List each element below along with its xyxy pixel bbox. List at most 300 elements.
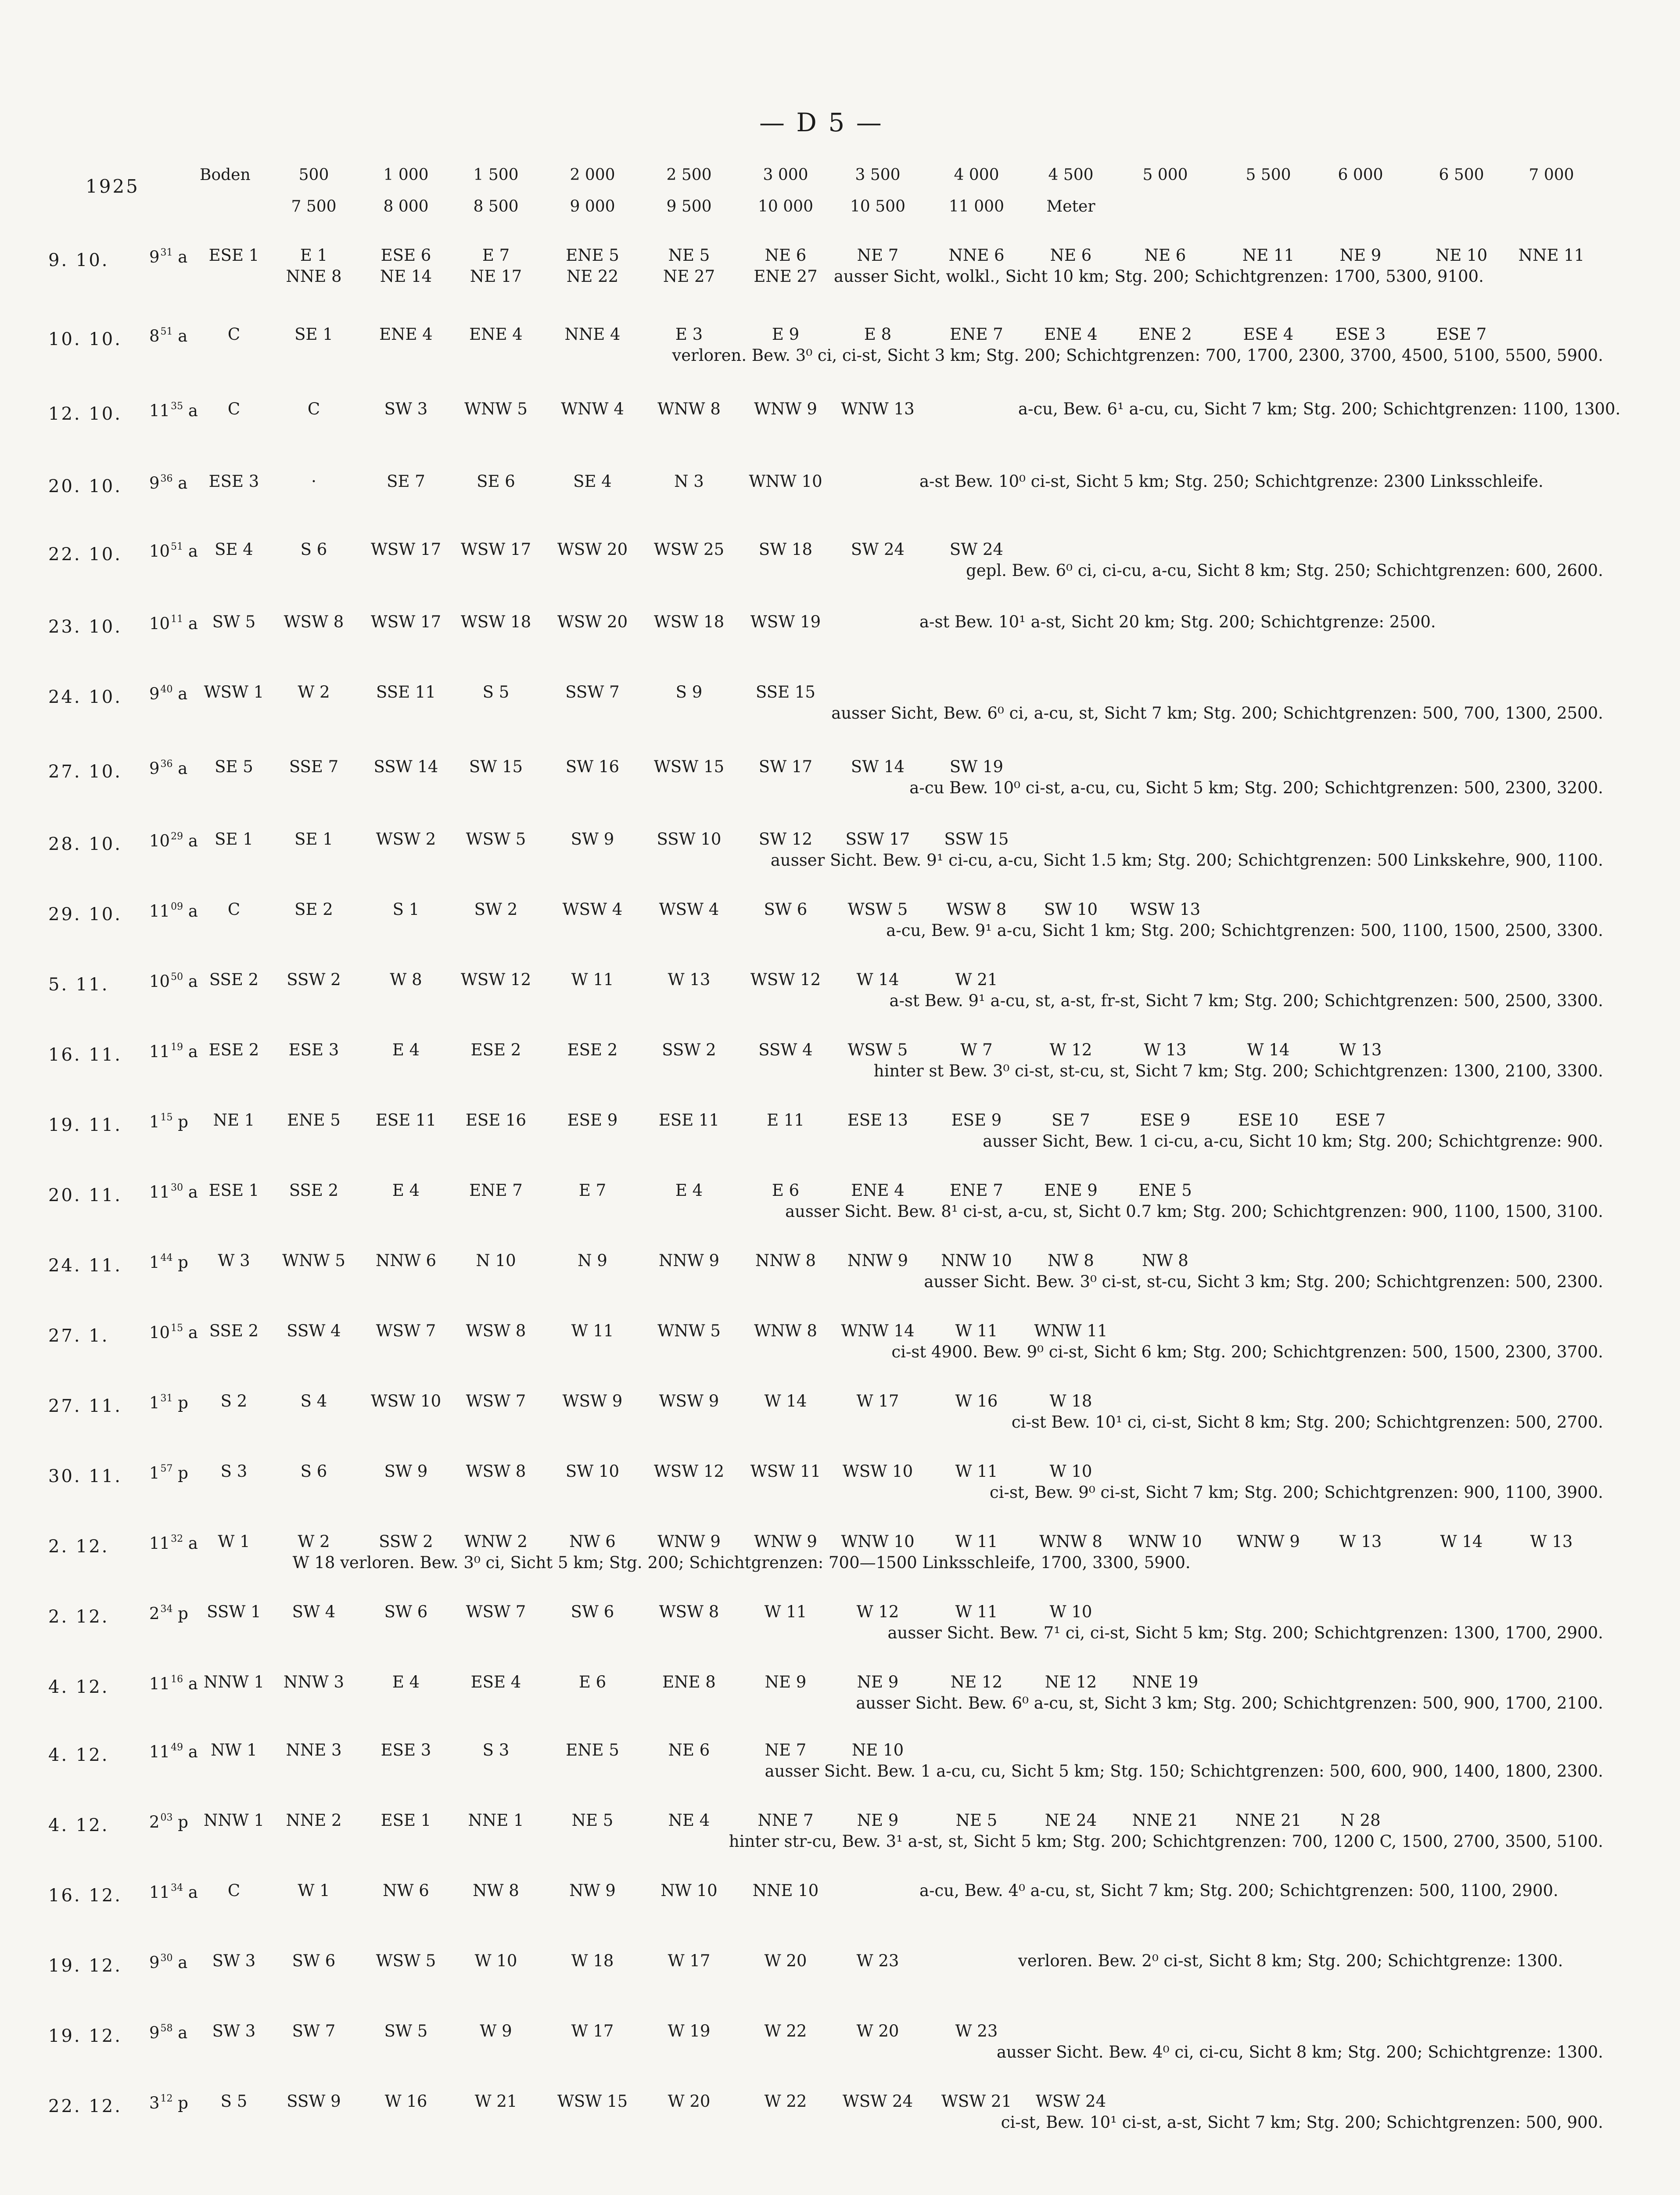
time-ampm: a: [172, 474, 188, 493]
wind-cell: SE 1: [294, 325, 333, 344]
row-time: [149, 1534, 198, 1553]
wind-cell: SW 7: [292, 2022, 336, 2040]
row-date: 27. 1.: [48, 1326, 109, 1346]
wind-cell: WSW 4: [659, 900, 719, 919]
wind-cell: NE 6: [1050, 246, 1092, 265]
row-note: ci-st 4900. Bew. 9⁰ ci-st, Sicht 6 km; Stg. 200; Schichtgrenzen: 500, 1500, 2300, 3700.: [891, 1342, 1603, 1361]
header-year: 1925: [86, 176, 140, 197]
wind-cell: NE 4: [668, 1811, 710, 1830]
wind-cell: ENE 5: [566, 246, 619, 265]
time-hour: 9: [149, 759, 160, 778]
wind-cell: WNW 5: [282, 1251, 345, 1270]
wind-boden: SW 5: [212, 612, 256, 631]
wind-cell: W 13: [668, 970, 711, 989]
time-hour: 11: [149, 1883, 170, 1902]
wind-cell: SW 12: [758, 830, 813, 849]
wind-cell: NE 6: [765, 246, 807, 265]
wind-cell: WNW 5: [657, 1321, 721, 1340]
wind-cell: ENE 2: [1138, 325, 1192, 344]
wind-cell: E 9: [772, 325, 800, 344]
wind-cell: SW 4: [292, 1602, 336, 1621]
wind-boden: SSE 2: [209, 1321, 259, 1340]
wind-cell: WSW 12: [460, 970, 531, 989]
wind-boden: S 3: [220, 1462, 248, 1481]
time-hour: 9: [149, 2023, 160, 2042]
time-hour: 9: [149, 248, 160, 266]
wind-cell: WSW 17: [460, 540, 531, 559]
wind-cell: W 2: [298, 1532, 330, 1551]
wind-cell: W 22: [764, 2022, 807, 2040]
wind-cell: WSW 8: [946, 900, 1007, 919]
wind-cell: WSW 8: [659, 1602, 719, 1621]
wind-cell: SSE 15: [756, 683, 815, 702]
wind-cell: ESE 6: [381, 246, 431, 265]
wind-cell: WNW 9: [754, 399, 817, 418]
wind-cell: SW 5: [384, 2022, 428, 2040]
row-note: ausser Sicht, wolkl., Sicht 10 km; Stg. 200; Schichtgrenzen: 1700, 5300, 9100.: [834, 267, 1484, 286]
wind-boden: S 2: [220, 1392, 248, 1411]
time-hour: 11: [149, 1183, 170, 1202]
wind-cell: S 1: [392, 900, 420, 919]
wind-cell: SSW 15: [944, 830, 1009, 849]
wind-cell: S 4: [300, 1392, 327, 1411]
wind-cell: W 18: [1049, 1392, 1092, 1411]
wind-cell: ·: [311, 472, 316, 491]
wind-cell: E 7: [482, 246, 510, 265]
wind-cell: NNE 11: [1518, 246, 1585, 265]
wind-cell: WSW 15: [653, 757, 725, 776]
row-note: ausser Sicht. Bew. 1 a-cu, cu, Sicht 5 km; Stg. 150; Schichtgrenzen: 500, 600, 900, 1400, 1800, 2300.: [765, 1762, 1603, 1781]
wind-cell: W 10: [474, 1951, 517, 1970]
wind-cell: ENE 5: [566, 1741, 619, 1760]
wind-boden: SW 3: [212, 2022, 256, 2040]
wind-cell: WSW 8: [284, 612, 344, 631]
header-height-label: 4 000: [954, 166, 999, 184]
row-time: [149, 831, 198, 850]
wind-cell: WSW 8: [466, 1321, 526, 1340]
wind-cell: NW 8: [1142, 1251, 1188, 1270]
time-minutes: 51: [160, 326, 173, 337]
row-date: 19. 12.: [48, 1956, 122, 1976]
wind-boden: SE 4: [215, 540, 253, 559]
wind-cell: WNW 2: [464, 1532, 528, 1551]
time-hour: 11: [149, 1674, 170, 1693]
wind-cell: SSE 2: [289, 1181, 339, 1200]
row-note: ausser Sicht, Bew. 1 ci-cu, a-cu, Sicht 10 km; Stg. 200; Schichtgrenze: 900.: [983, 1132, 1603, 1151]
wind-cell: W 11: [955, 1532, 998, 1551]
header-height-label: 3 000: [763, 166, 808, 184]
wind-cell: E 4: [675, 1181, 703, 1200]
row-date: 4. 12.: [48, 1677, 109, 1697]
time-hour: 9: [149, 474, 160, 493]
row-time: [149, 1464, 188, 1483]
wind-boden: C: [227, 1881, 241, 1900]
wind-cell: NE 9: [765, 1673, 807, 1691]
wind-cell: WNW 10: [1128, 1532, 1202, 1551]
wind-cell: W 12: [1049, 1040, 1092, 1059]
header-height-label: 11 000: [949, 198, 1004, 216]
row-time: [149, 1953, 187, 1972]
time-ampm: p: [172, 1813, 188, 1832]
time-hour: 9: [149, 1953, 160, 1972]
wind-cell: ESE 7: [1436, 325, 1487, 344]
time-hour: 1: [149, 1253, 160, 1272]
time-minutes: 31: [160, 247, 173, 258]
wind-cell: ENE 5: [1138, 1181, 1192, 1200]
time-minutes: 30: [160, 1953, 173, 1964]
wind-cell: SW 10: [1044, 900, 1098, 919]
wind-cell: SW 19: [949, 757, 1004, 776]
wind-cell: WSW 10: [842, 1462, 913, 1481]
wind-cell: NE 11: [1242, 246, 1295, 265]
wind-cell: WSW 5: [466, 830, 526, 849]
wind-cell: WNW 9: [657, 1532, 721, 1551]
wind-cell: WSW 12: [750, 970, 821, 989]
wind-boden: S 5: [220, 2092, 248, 2111]
wind-boden: WSW 1: [204, 683, 264, 702]
time-hour: 9: [149, 684, 160, 703]
wind-cell: NE 12: [1045, 1673, 1097, 1691]
row-note: a-st Bew. 10¹ a-st, Sicht 20 km; Stg. 200; Schichtgrenze: 2500.: [919, 612, 1436, 631]
row-time: [149, 614, 198, 633]
wind-boden: ESE 1: [208, 246, 259, 265]
wind-cell: W 19: [668, 2022, 711, 2040]
wind-cell: E 7: [578, 1181, 607, 1200]
wind-cell: WSW 24: [842, 2092, 913, 2111]
header-height-label: 2 000: [570, 166, 615, 184]
time-ampm: a: [183, 831, 198, 850]
wind-cell: ESE 10: [1238, 1111, 1299, 1130]
wind-cell: WNW 11: [1034, 1321, 1108, 1340]
wind-cell: SSW 9: [287, 2092, 341, 2111]
wind-cell: WSW 17: [370, 540, 442, 559]
wind-cell: NE 24: [1045, 1811, 1097, 1830]
wind-cell: ENE 4: [851, 1181, 905, 1200]
wind-cell: W 20: [764, 1951, 807, 1970]
row-time: [149, 2023, 187, 2042]
row-date: 27. 10.: [48, 762, 122, 782]
header-height-label: 6 500: [1439, 166, 1484, 184]
wind-cell: ENE 27: [754, 267, 818, 286]
wind-cell: WSW 9: [562, 1392, 623, 1411]
wind-cell: SE 4: [573, 472, 612, 491]
time-ampm: a: [183, 1323, 198, 1342]
wind-cell: NE 9: [857, 1673, 899, 1691]
wind-cell: NE 5: [668, 246, 710, 265]
wind-boden: C: [227, 325, 241, 344]
row-note: ausser Sicht. Bew. 4⁰ ci, ci-cu, Sicht 8 km; Stg. 200; Schichtgrenze: 1300.: [996, 2043, 1603, 2062]
wind-cell: SE 7: [387, 472, 425, 491]
wind-cell: SW 16: [565, 757, 620, 776]
wind-boden: SE 5: [215, 757, 253, 776]
wind-cell: NE 22: [566, 267, 619, 286]
wind-cell: S 5: [482, 683, 510, 702]
wind-cell: WNW 10: [749, 472, 822, 491]
row-time: [149, 1393, 188, 1412]
time-minutes: 36: [160, 759, 173, 770]
wind-cell: W 20: [856, 2022, 899, 2040]
row-date: 24. 11.: [48, 1256, 122, 1276]
wind-boden: NW 1: [211, 1741, 257, 1760]
row-time: [149, 401, 198, 420]
time-ampm: p: [172, 1604, 188, 1623]
time-minutes: 31: [160, 1393, 173, 1404]
time-minutes: 03: [160, 1812, 173, 1823]
header-height-label: 10 000: [758, 198, 813, 216]
wind-cell: ENE 8: [662, 1673, 716, 1691]
wind-cell: NNE 4: [564, 325, 621, 344]
wind-cell: W 11: [955, 1321, 998, 1340]
wind-cell: W 21: [474, 2092, 517, 2111]
wind-boden: NNW 1: [203, 1673, 265, 1691]
time-hour: 11: [149, 1742, 170, 1761]
wind-cell: ESE 11: [375, 1111, 437, 1130]
wind-cell: WSW 5: [847, 900, 908, 919]
time-hour: 1: [149, 1112, 160, 1131]
time-ampm: p: [172, 1253, 188, 1272]
wind-boden: C: [227, 900, 241, 919]
row-note: verloren. Bew. 3⁰ ci, ci-st, Sicht 3 km; Stg. 200; Schichtgrenzen: 700, 1700, 2300, 3700, 4500, 5100, 5500, 5900.: [672, 346, 1603, 365]
time-ampm: a: [183, 1742, 198, 1761]
wind-cell: SW 9: [571, 830, 614, 849]
row-date: 19. 11.: [48, 1115, 122, 1135]
row-time: [149, 972, 198, 991]
wind-cell: ENE 4: [379, 325, 433, 344]
wind-cell: W 23: [955, 2022, 998, 2040]
wind-cell: W 11: [764, 1602, 807, 1621]
wind-cell: SW 6: [571, 1602, 614, 1621]
time-hour: 3: [149, 2094, 160, 2112]
wind-cell: NNE 10: [752, 1881, 819, 1900]
time-ampm: a: [172, 2023, 188, 2042]
wind-cell: ESE 2: [567, 1040, 618, 1059]
wind-cell: NE 5: [571, 1811, 614, 1830]
row-date: 16. 12.: [48, 1886, 122, 1906]
time-ampm: a: [183, 401, 198, 420]
row-date: 5. 11.: [48, 975, 109, 995]
row-note: ausser Sicht. Bew. 6⁰ a-cu, st, Sicht 3 km; Stg. 200; Schichtgrenzen: 500, 900, 1700, 2100.: [856, 1694, 1603, 1713]
wind-cell: SW 6: [764, 900, 808, 919]
time-ampm: p: [172, 2094, 188, 2112]
wind-cell: WSW 7: [466, 1392, 526, 1411]
time-minutes: 11: [171, 614, 183, 625]
wind-cell: NE 12: [950, 1673, 1003, 1691]
row-date: 19. 12.: [48, 2026, 122, 2046]
wind-cell: NE 5: [955, 1811, 998, 1830]
wind-boden: ESE 1: [208, 1181, 259, 1200]
time-minutes: 34: [171, 1882, 183, 1893]
wind-cell: E 6: [578, 1673, 607, 1691]
time-ampm: a: [172, 759, 188, 778]
row-note: ausser Sicht. Bew. 7¹ ci, ci-st, Sicht 5 km; Stg. 200; Schichtgrenzen: 1300, 1700, 2900.: [887, 1623, 1603, 1642]
wind-cell: NNW 9: [658, 1251, 720, 1270]
row-date: 2. 12.: [48, 1607, 109, 1627]
row-time: [149, 1323, 198, 1342]
wind-cell: WSW 7: [466, 1602, 526, 1621]
time-ampm: p: [172, 1393, 188, 1412]
row-note: ci-st, Bew. 10¹ ci-st, a-st, Sicht 7 km; Stg. 200; Schichtgrenzen: 500, 900.: [1001, 2113, 1603, 2132]
row-note: gepl. Bew. 6⁰ ci, ci-cu, a-cu, Sicht 8 km; Stg. 250; Schichtgrenzen: 600, 2600.: [966, 561, 1603, 580]
wind-cell: WNW 9: [754, 1532, 817, 1551]
wind-cell: WSW 20: [557, 540, 628, 559]
row-note: hinter st Bew. 3⁰ ci-st, st-cu, st, Sicht 7 km; Stg. 200; Schichtgrenzen: 1300, 2100, 3300.: [873, 1062, 1603, 1080]
wind-cell: SSW 4: [287, 1321, 341, 1340]
row-time: [149, 1042, 198, 1061]
wind-cell: W 14: [1247, 1040, 1290, 1059]
row-note: ausser Sicht. Bew. 8¹ ci-st, a-cu, st, Sicht 0.7 km; Stg. 200; Schichtgrenzen: 900, 1100, 1500, 3100.: [785, 1202, 1603, 1221]
row-note: verloren. Bew. 2⁰ ci-st, Sicht 8 km; Stg. 200; Schichtgrenze: 1300.: [1018, 1951, 1563, 1970]
wind-cell: NW 8: [1048, 1251, 1094, 1270]
row-date: 22. 10.: [48, 544, 122, 565]
wind-boden: ESE 2: [208, 1040, 259, 1059]
row-date: 20. 10.: [48, 476, 122, 497]
wind-cell: N 28: [1340, 1811, 1381, 1830]
wind-cell: S 6: [300, 540, 327, 559]
wind-cell: W 16: [384, 2092, 427, 2111]
wind-cell: WSW 9: [659, 1392, 719, 1411]
wind-cell: SW 6: [292, 1951, 336, 1970]
time-ampm: a: [183, 1183, 198, 1202]
header-height-label: 1 500: [473, 166, 519, 184]
row-time: [149, 1674, 198, 1693]
wind-cell: NNE 3: [286, 1741, 342, 1760]
wind-cell: W 14: [856, 970, 899, 989]
wind-cell: ESE 2: [470, 1040, 521, 1059]
time-minutes: 50: [171, 972, 183, 982]
time-hour: 11: [149, 902, 170, 921]
wind-cell: W 13: [1530, 1532, 1573, 1551]
row-date: 28. 10.: [48, 834, 122, 854]
wind-boden: ESE 3: [208, 472, 259, 491]
wind-cell: WSW 24: [1035, 2092, 1106, 2111]
wind-cell: E 1: [300, 246, 328, 265]
wind-boden: NNW 1: [203, 1811, 265, 1830]
row-date: 2. 12.: [48, 1536, 109, 1557]
time-hour: 8: [149, 327, 160, 345]
wind-cell: WSW 4: [562, 900, 623, 919]
row-time: [149, 474, 187, 493]
wind-cell: WSW 19: [750, 612, 821, 631]
time-minutes: 34: [160, 1604, 173, 1615]
time-ampm: p: [172, 1464, 188, 1483]
wind-cell: NE 6: [668, 1741, 710, 1760]
wind-cell: NNE 19: [1132, 1673, 1199, 1691]
row-time: [149, 1604, 188, 1623]
wind-cell: NNW 9: [847, 1251, 908, 1270]
wind-cell: E 4: [392, 1673, 420, 1691]
wind-cell: E 4: [392, 1040, 420, 1059]
wind-cell: SSW 2: [287, 970, 341, 989]
header-boden: Boden: [200, 166, 251, 184]
row-date: 4. 12.: [48, 1815, 109, 1835]
time-minutes: 15: [171, 1323, 183, 1334]
wind-cell: N 10: [476, 1251, 516, 1270]
row-time: [149, 759, 187, 778]
header-height-label: 4 500: [1048, 166, 1094, 184]
wind-cell: W 2: [298, 683, 330, 702]
wind-cell: SW 2: [474, 900, 518, 919]
row-note: verloren. Bew. 3⁰ ci, Sicht 5 km; Stg. 200; Schichtgrenzen: 700—1500 Linksschleife, 1700, 3300, 5900.: [340, 1553, 1191, 1572]
wind-cell: SSW 2: [379, 1532, 433, 1551]
wind-cell: NE 9: [1339, 246, 1382, 265]
row-time: [149, 542, 198, 561]
wind-cell: ENE 9: [1044, 1181, 1098, 1200]
wind-cell: NE 10: [851, 1741, 904, 1760]
wind-cell: SSW 14: [373, 757, 438, 776]
time-minutes: 12: [160, 2093, 173, 2104]
time-hour: 11: [149, 401, 170, 420]
time-ampm: a: [172, 684, 188, 703]
wind-cell: WNW 8: [754, 1321, 817, 1340]
wind-cell: SW 14: [851, 757, 905, 776]
wind-cell: NNW 6: [375, 1251, 437, 1270]
header-height-label: 8 500: [473, 198, 519, 216]
header-height-label: 1 000: [383, 166, 429, 184]
wind-cell: SE 7: [1052, 1111, 1090, 1130]
wind-cell: ESE 3: [1335, 325, 1386, 344]
wind-cell: NE 10: [1435, 246, 1488, 265]
time-ampm: a: [183, 972, 198, 991]
time-hour: 11: [149, 1534, 170, 1553]
wind-cell: W 7: [960, 1040, 993, 1059]
time-hour: 2: [149, 1813, 160, 1832]
wind-cell: WSW 20: [557, 612, 628, 631]
wind-cell: W 11: [955, 1462, 998, 1481]
wind-cell: W 11: [571, 970, 614, 989]
time-hour: 10: [149, 1323, 170, 1342]
wind-cell: W 1: [298, 1881, 330, 1900]
wind-cell: ESE 3: [288, 1040, 339, 1059]
wind-cell: NE 14: [380, 267, 432, 286]
wind-cell: W 16: [955, 1392, 998, 1411]
wind-cell: WSW 21: [941, 2092, 1012, 2111]
wind-cell: WSW 5: [847, 1040, 908, 1059]
row-note: ausser Sicht. Bew. 9¹ ci-cu, a-cu, Sicht 1.5 km; Stg. 200; Schichtgrenzen: 500 Linkskehre, 900, 1100.: [770, 851, 1603, 870]
time-minutes: 58: [160, 2023, 173, 2034]
time-minutes: 15: [160, 1112, 173, 1123]
row-time: [149, 1742, 198, 1761]
time-minutes: 57: [160, 1463, 173, 1474]
wind-cell: WNW 5: [464, 399, 528, 418]
wind-cell: WNW 10: [841, 1532, 915, 1551]
header-height-label: 10 500: [850, 198, 905, 216]
wind-cell: NNE 7: [757, 1811, 814, 1830]
time-minutes: 16: [171, 1674, 183, 1685]
wind-cell: SSW 4: [758, 1040, 813, 1059]
time-minutes: 30: [171, 1182, 183, 1193]
row-note: ausser Sicht, Bew. 6⁰ ci, a-cu, st, Sicht 7 km; Stg. 200; Schichtgrenzen: 500, 700, 1300, 2500.: [831, 704, 1603, 723]
wind-cell: S 9: [675, 683, 703, 702]
wind-cell: ESE 11: [658, 1111, 720, 1130]
wind-cell: WSW 25: [653, 540, 725, 559]
time-hour: 10: [149, 831, 170, 850]
header-height-label: 500: [298, 166, 329, 184]
wind-boden: SE 1: [215, 830, 253, 849]
wind-cell: E 3: [675, 325, 703, 344]
header-height-label: 6 000: [1338, 166, 1383, 184]
wind-cell: ENE 5: [287, 1111, 341, 1130]
wind-cell: SW 9: [384, 1462, 428, 1481]
header-height-label: 9 500: [666, 198, 712, 216]
wind-cell: W 13: [1144, 1040, 1187, 1059]
time-ampm: a: [172, 248, 188, 266]
wind-cell: W 21: [955, 970, 998, 989]
row-date: 12. 10.: [48, 404, 122, 424]
wind-cell: WSW 12: [653, 1462, 725, 1481]
wind-cell: NE 9: [857, 1811, 899, 1830]
wind-cell: NNE 21: [1235, 1811, 1302, 1830]
wind-cell: SSW 10: [657, 830, 722, 849]
